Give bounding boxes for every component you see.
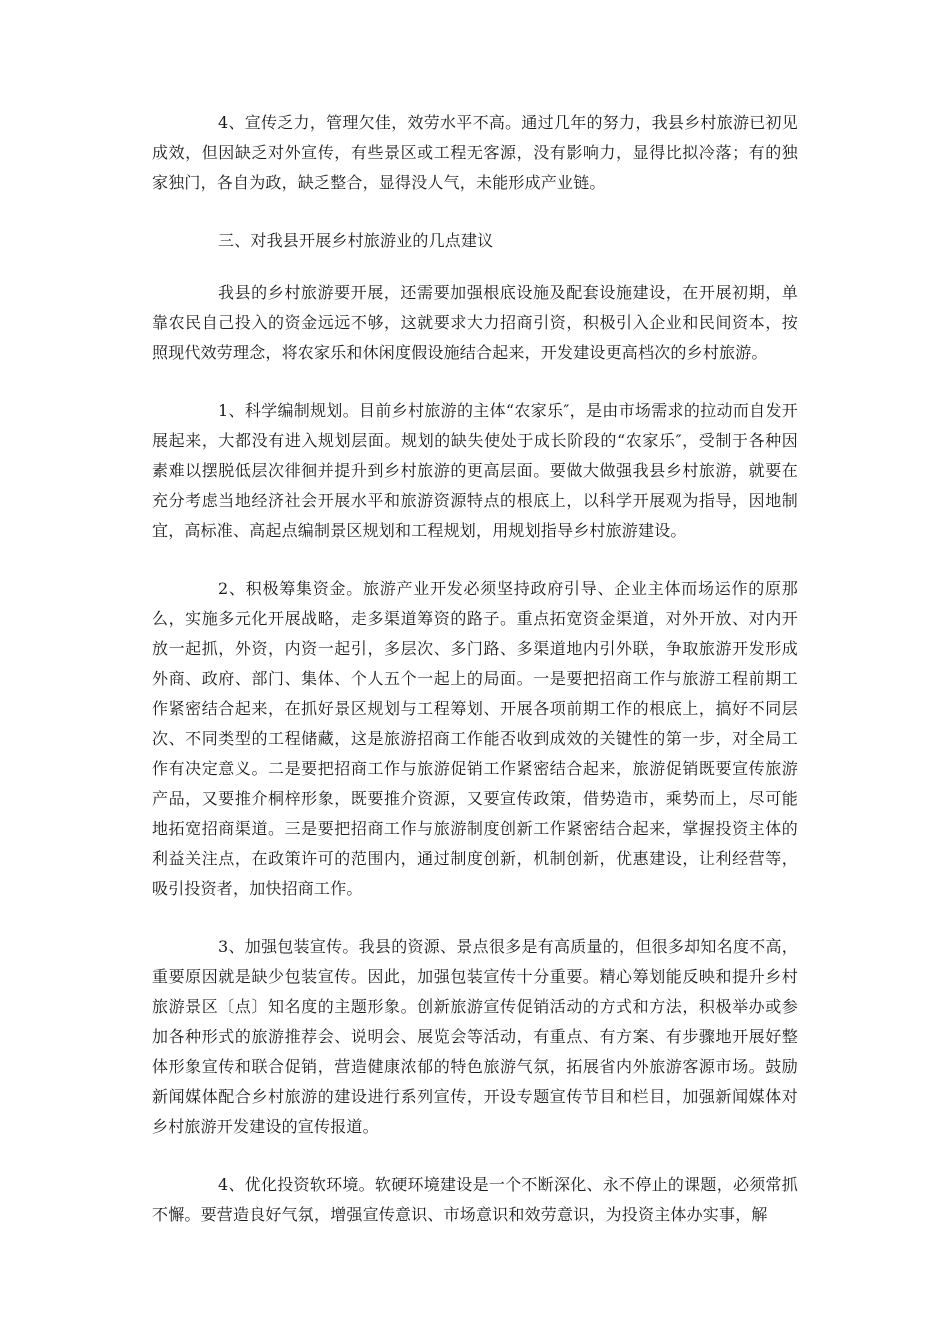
document-page [152,108,798,1258]
paragraph-promotion: 3、加强包装宣传。我县的资源、景点很多是有高质量的，但很多却知名度不高，重要原因就是缺少包装宣传。因此，加强包装宣传十分重要。精心筹划能反映和提升乡村旅游景区〔点〕知名度的主题形象。创新旅游宣传促销活动的方式和方法，积极举办或参加各种形式的旅游推荐会、说明会、展览会等活动，有重点、有方案、有步骤地开展好整体形象宣传和联合促销，营造健康浓郁的特色旅游气氛，拓展省内外旅游客源市场。鼓励新闻媒体配合乡村旅游的建设进行系列宣传，开设专题宣传节目和栏目，加强新闻媒体对乡村旅游开发建设的宣传报道。 [152,937,798,1136]
paragraph-funding: 2、积极筹集资金。旅游产业开发必须坚持政府引导、企业主体而场运作的原那么，实施多元化开展战略，走多渠道筹资的路子。重点拓宽资金渠道，对外开放、对内开放一起抓，外资，内资一起引，多层次、多门路、多渠道地内引外联，争取旅游开发形成外商、政府、部门、集体、个人五个一起上的局面。一是要把招商工作与旅游工程前期工作紧密结合起来，在抓好景区规划与工程筹划、开展各项前期工作的根底上，搞好不同层次、不同类型的工程储藏，这是旅游招商工作能否收到成效的关键性的第一步，对全局工作有决定意义。二是要把招商工作与旅游促销工作紧密结合起来，旅游促销既要宣传旅游产品，又要推介桐梓形象，既要推介资源，又要宣传政策，借势造市，乘势而上，尽可能地拓宽招商渠道。三是要把招商工作与旅游制度创新工作紧密结合起来，掌握投资主体的利益关注点，在政策许可的范围内，通过制度创新，机制创新，优惠建设，让利经营等，吸引投资者，加快招商工作。 [152,579,798,898]
paragraph-investment-environment: 4、优化投资软环境。软硬环境建设是一个不断深化、永不停止的课题，必须常抓不懈。要营造良好气氛，增强宣传意识、市场意识和效劳意识，为投资主体办实事，解 [152,1175,798,1224]
section-heading-suggestions: 三、对我县开展乡村旅游业的几点建议 [218,231,494,250]
paragraph-planning: 1、科学编制规划。目前乡村旅游的主体“农家乐″，是由市场需求的拉动而自发开展起来，大都没有进入规划层面。规划的缺失使处于成长阶段的“农家乐″，受制于各种因素难以摆脱低层次徘徊并提升到乡村旅游的更高层面。要做大做强我县乡村旅游，就要在充分考虑当地经济社会开展水平和旅游资源特点的根底上，以科学开展观为指导，因地制宜，高标准、高起点编制景区规划和工程规划，用规划指导乡村旅游建设。 [152,401,798,540]
paragraph-intro-suggestions: 我县的乡村旅游要开展，还需要加强根底设施及配套设施建设，在开展初期，单靠农民自己投入的资金远远不够，这就要求大力招商引资，积极引入企业和民间资本，按照现代效劳理念，将农家乐和休闲度假设施结合起来，开发建设更高档次的乡村旅游。 [152,283,798,362]
paragraph-publicity-weakness: 4、宣传乏力，管理欠佳，效劳水平不高。通过几年的努力，我县乡村旅游已初见成效，但因缺乏对外宣传，有些景区或工程无客源，没有影响力，显得比拟冷落；有的独家独门，各自为政，缺乏整合，显得没人气，未能形成产业链。 [152,113,798,192]
